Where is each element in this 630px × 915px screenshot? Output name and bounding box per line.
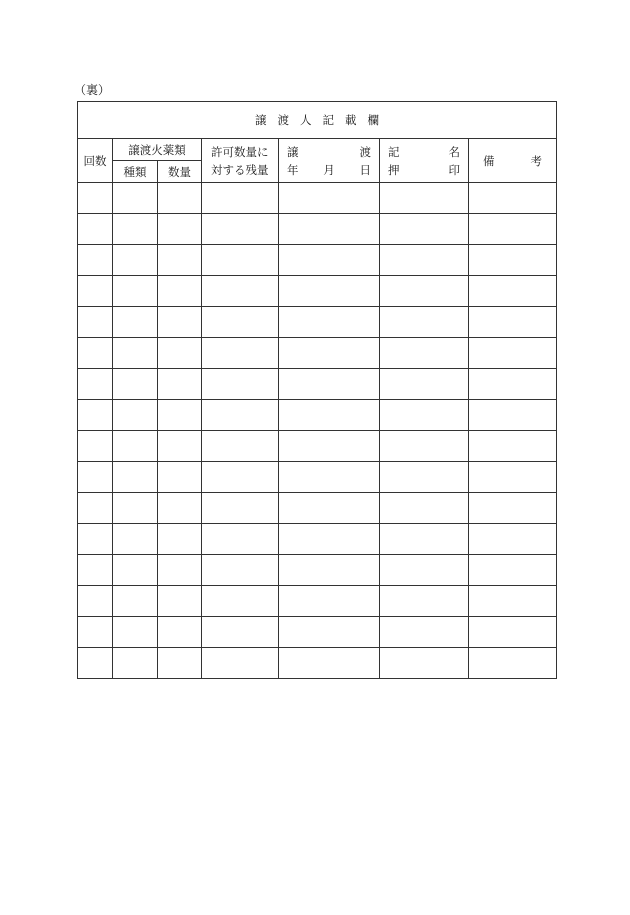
cell-remaining[interactable]: [202, 400, 279, 431]
cell-remaining[interactable]: [202, 245, 279, 276]
cell-quantity[interactable]: [158, 524, 202, 555]
header-count: 回数: [78, 139, 113, 183]
cell-remaining[interactable]: [202, 183, 279, 214]
cell-count[interactable]: [78, 524, 113, 555]
cell-remaining[interactable]: [202, 369, 279, 400]
cell-signature-seal[interactable]: [380, 524, 469, 555]
cell-kind[interactable]: [113, 183, 158, 214]
cell-count[interactable]: [78, 245, 113, 276]
cell-signature-seal[interactable]: [380, 586, 469, 617]
cell-remaining[interactable]: [202, 431, 279, 462]
header-remarks-left: 備: [483, 153, 495, 168]
cell-kind[interactable]: [113, 431, 158, 462]
cell-remarks[interactable]: [469, 648, 557, 679]
cell-signature-seal[interactable]: [380, 245, 469, 276]
table-row: [78, 586, 557, 617]
cell-count[interactable]: [78, 493, 113, 524]
cell-remarks[interactable]: [469, 555, 557, 586]
cell-transfer-date[interactable]: [279, 338, 380, 369]
cell-transfer-date[interactable]: [279, 648, 380, 679]
cell-remarks[interactable]: [469, 183, 557, 214]
cell-kind[interactable]: [113, 648, 158, 679]
cell-kind[interactable]: [113, 369, 158, 400]
cell-remaining[interactable]: [202, 524, 279, 555]
header-quantity: 数量: [158, 161, 202, 183]
cell-transfer-date[interactable]: [279, 400, 380, 431]
cell-kind[interactable]: [113, 462, 158, 493]
cell-transfer-date[interactable]: [279, 586, 380, 617]
cell-transfer-date[interactable]: [279, 617, 380, 648]
cell-kind[interactable]: [113, 307, 158, 338]
cell-kind[interactable]: [113, 400, 158, 431]
header-remarks-right: 考: [530, 153, 542, 168]
cell-count[interactable]: [78, 307, 113, 338]
cell-quantity[interactable]: [158, 555, 202, 586]
header-row-upper: [78, 139, 557, 161]
cell-remaining[interactable]: [202, 307, 279, 338]
header-remarks: [469, 139, 557, 183]
cell-transfer-date[interactable]: [279, 214, 380, 245]
header-signature-top-right: 名: [448, 144, 460, 159]
cell-quantity[interactable]: [158, 617, 202, 648]
cell-quantity[interactable]: [158, 338, 202, 369]
cell-transfer-date[interactable]: [279, 276, 380, 307]
cell-transfer-date[interactable]: [279, 555, 380, 586]
table-row: [78, 493, 557, 524]
cell-kind[interactable]: [113, 276, 158, 307]
cell-quantity[interactable]: [158, 431, 202, 462]
cell-count[interactable]: [78, 214, 113, 245]
cell-quantity[interactable]: [158, 183, 202, 214]
cell-count[interactable]: [78, 369, 113, 400]
form-title: [78, 102, 557, 139]
cell-kind[interactable]: [113, 586, 158, 617]
cell-transfer-date[interactable]: [279, 431, 380, 462]
cell-remarks[interactable]: [469, 338, 557, 369]
title-row: [78, 102, 557, 139]
cell-kind[interactable]: [113, 338, 158, 369]
cell-transfer-date[interactable]: [279, 183, 380, 214]
cell-quantity[interactable]: [158, 462, 202, 493]
cell-signature-seal[interactable]: [380, 276, 469, 307]
cell-remaining[interactable]: [202, 214, 279, 245]
cell-remarks[interactable]: [469, 214, 557, 245]
cell-remarks[interactable]: [469, 431, 557, 462]
table-row: [78, 307, 557, 338]
cell-remaining[interactable]: [202, 493, 279, 524]
table-row: [78, 245, 557, 276]
table-row: [78, 431, 557, 462]
header-year: 年: [287, 162, 299, 177]
cell-count[interactable]: [78, 431, 113, 462]
table-row: [78, 338, 557, 369]
cell-count[interactable]: [78, 400, 113, 431]
header-transfer-top-left: 譲: [287, 144, 299, 159]
header-signature-seal: [380, 139, 469, 183]
cell-transfer-date[interactable]: [279, 524, 380, 555]
table-row: [78, 276, 557, 307]
page-side-label: （裏）: [74, 83, 111, 97]
cell-remarks[interactable]: [469, 493, 557, 524]
header-remaining-quantity: [202, 139, 279, 183]
cell-remarks[interactable]: [469, 276, 557, 307]
transferor-entry-table: [77, 101, 557, 679]
cell-quantity[interactable]: [158, 400, 202, 431]
cell-signature-seal[interactable]: [380, 338, 469, 369]
cell-remarks[interactable]: [469, 369, 557, 400]
form-title-text: 譲渡人記載欄: [255, 113, 390, 127]
cell-remarks[interactable]: [469, 524, 557, 555]
cell-signature-seal[interactable]: [380, 214, 469, 245]
cell-count[interactable]: [78, 183, 113, 214]
cell-kind[interactable]: [113, 524, 158, 555]
cell-kind[interactable]: [113, 617, 158, 648]
table-row: [78, 524, 557, 555]
header-seal-bottom-left: 押: [388, 162, 400, 177]
header-remaining-line2: 対する残量: [211, 162, 269, 177]
header-transfer-date: [279, 139, 380, 183]
cell-remarks[interactable]: [469, 617, 557, 648]
cell-signature-seal[interactable]: [380, 555, 469, 586]
header-transfer-top-right: 渡: [359, 144, 371, 159]
cell-quantity[interactable]: [158, 276, 202, 307]
cell-count[interactable]: [78, 555, 113, 586]
cell-remarks[interactable]: [469, 586, 557, 617]
cell-count[interactable]: [78, 586, 113, 617]
table-row: [78, 617, 557, 648]
cell-transfer-date[interactable]: [279, 307, 380, 338]
cell-count[interactable]: [78, 462, 113, 493]
cell-remaining[interactable]: [202, 338, 279, 369]
cell-transfer-date[interactable]: [279, 245, 380, 276]
cell-remarks[interactable]: [469, 245, 557, 276]
cell-signature-seal[interactable]: [380, 462, 469, 493]
table-row: [78, 214, 557, 245]
cell-signature-seal[interactable]: [380, 431, 469, 462]
table-row: [78, 555, 557, 586]
cell-kind[interactable]: [113, 214, 158, 245]
table-row: [78, 400, 557, 431]
cell-remarks[interactable]: [469, 400, 557, 431]
cell-signature-seal[interactable]: [380, 183, 469, 214]
cell-signature-seal[interactable]: [380, 493, 469, 524]
cell-remaining[interactable]: [202, 648, 279, 679]
cell-signature-seal[interactable]: [380, 400, 469, 431]
header-explosive-group: 譲渡火薬類: [113, 139, 202, 161]
cell-remaining[interactable]: [202, 555, 279, 586]
cell-count[interactable]: [78, 648, 113, 679]
table-row: [78, 183, 557, 214]
cell-signature-seal[interactable]: [380, 307, 469, 338]
cell-remaining[interactable]: [202, 462, 279, 493]
header-day: 日: [359, 162, 371, 177]
cell-quantity[interactable]: [158, 648, 202, 679]
cell-quantity[interactable]: [158, 214, 202, 245]
table-row: [78, 369, 557, 400]
cell-count[interactable]: [78, 617, 113, 648]
cell-remarks[interactable]: [469, 307, 557, 338]
cell-quantity[interactable]: [158, 307, 202, 338]
cell-remaining[interactable]: [202, 276, 279, 307]
cell-signature-seal[interactable]: [380, 369, 469, 400]
cell-transfer-date[interactable]: [279, 462, 380, 493]
cell-remarks[interactable]: [469, 462, 557, 493]
table-row: [78, 648, 557, 679]
cell-transfer-date[interactable]: [279, 493, 380, 524]
cell-signature-seal[interactable]: [380, 648, 469, 679]
cell-count[interactable]: [78, 338, 113, 369]
cell-quantity[interactable]: [158, 369, 202, 400]
header-month: 月: [323, 162, 335, 177]
cell-quantity[interactable]: [158, 586, 202, 617]
table-row: [78, 462, 557, 493]
cell-quantity[interactable]: [158, 493, 202, 524]
cell-remaining[interactable]: [202, 617, 279, 648]
cell-quantity[interactable]: [158, 245, 202, 276]
header-kind: 種類: [113, 161, 158, 183]
cell-kind[interactable]: [113, 555, 158, 586]
header-seal-bottom-right: 印: [448, 162, 460, 177]
cell-signature-seal[interactable]: [380, 617, 469, 648]
cell-count[interactable]: [78, 276, 113, 307]
cell-transfer-date[interactable]: [279, 369, 380, 400]
header-signature-top-left: 記: [388, 144, 400, 159]
cell-kind[interactable]: [113, 493, 158, 524]
cell-remaining[interactable]: [202, 586, 279, 617]
header-remaining-line1: 許可数量に: [211, 144, 269, 159]
cell-kind[interactable]: [113, 245, 158, 276]
